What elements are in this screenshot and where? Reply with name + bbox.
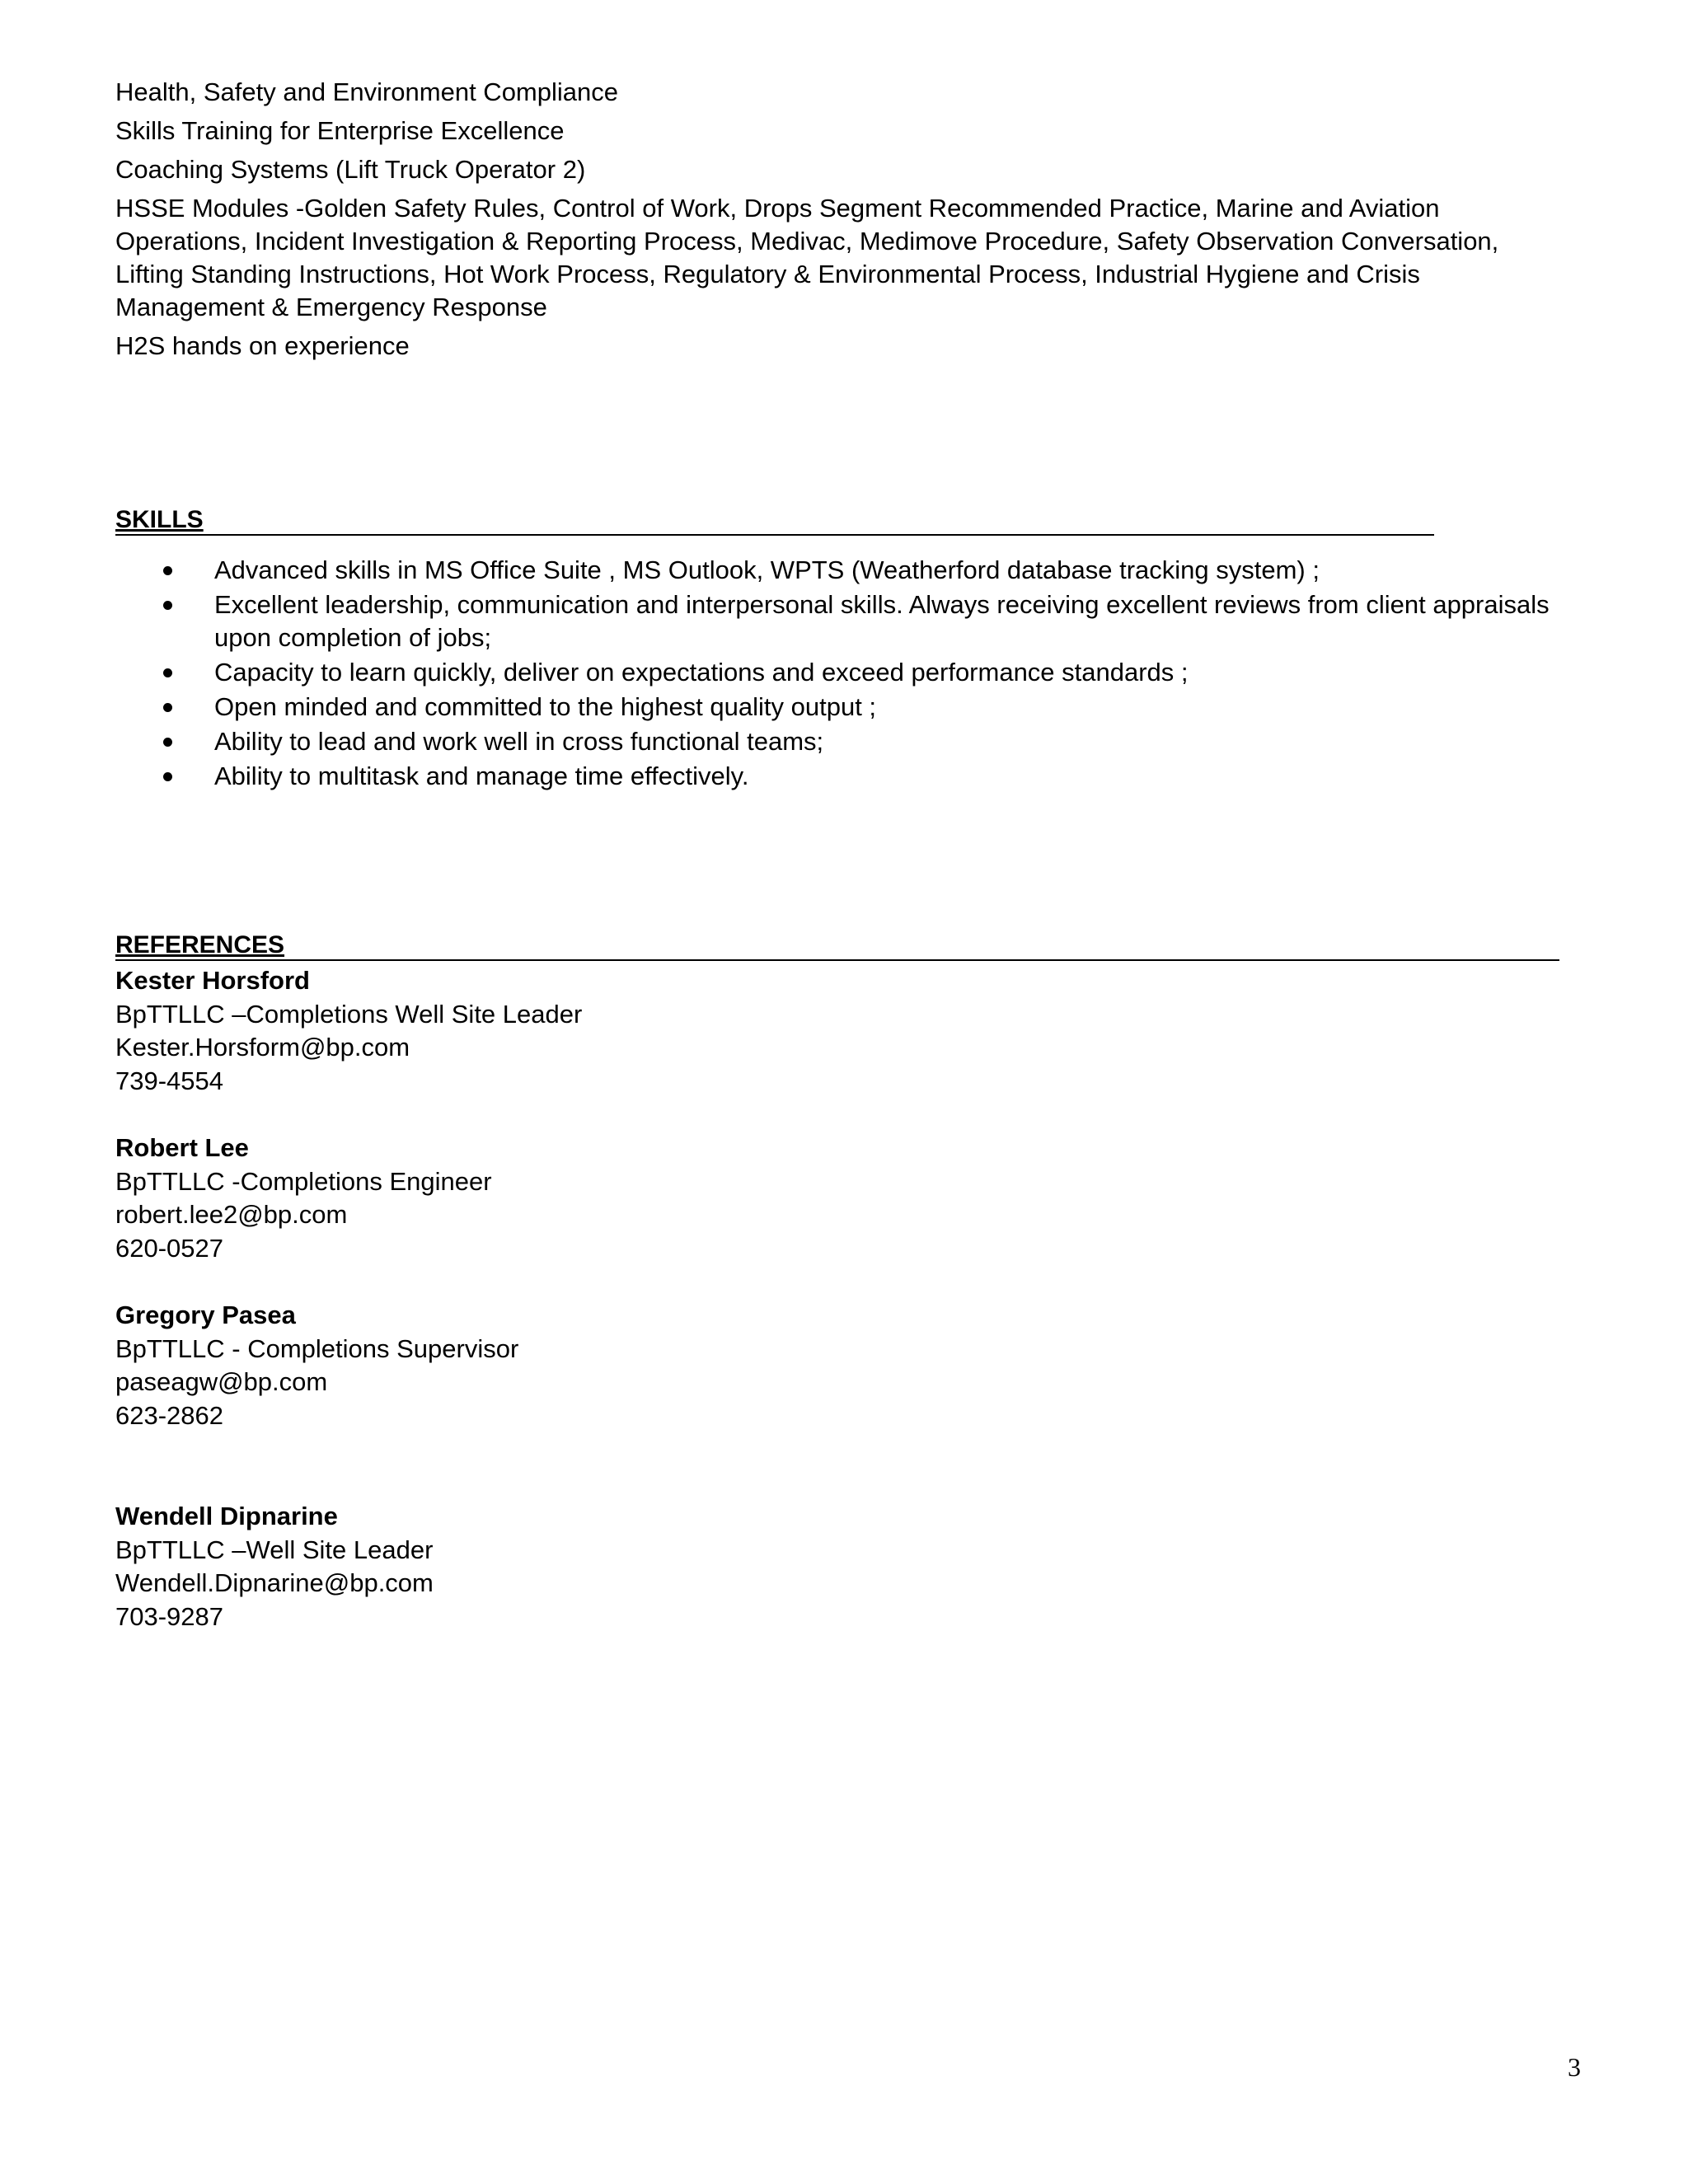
bullet-icon [163, 738, 172, 747]
list-item [115, 588, 1558, 654]
reference-name: Kester Horsford [115, 966, 310, 995]
list-item [115, 554, 1558, 587]
bullet-icon [163, 601, 172, 610]
reference-email[interactable]: paseagw@bp.com [115, 1367, 328, 1396]
bullet-icon [163, 566, 172, 575]
reference-entry [115, 1132, 940, 1265]
references-heading: REFERENCES [115, 931, 1559, 961]
skill-text: Advanced skills in MS Office Suite , MS Outlook, WPTS (Weatherford database tracking system) ; [214, 555, 1320, 584]
list-item [115, 691, 1558, 724]
bullet-icon [163, 772, 172, 781]
skill-text: Excellent leadership, communication and interpersonal skills. Always receiving excellent reviews from client appraisals upon completion of jobs; [214, 590, 1550, 652]
reference-phone: 739-4554 [115, 1066, 224, 1095]
page-number: 3 [1568, 2052, 1581, 2082]
reference-entry [115, 964, 940, 1098]
reference-title: BpTTLLC –Well Site Leader [115, 1535, 434, 1564]
list-item [115, 760, 1558, 793]
references-list [115, 964, 940, 1667]
skill-text: Ability to multitask and manage time effectively. [214, 762, 749, 790]
reference-email[interactable]: Wendell.Dipnarine@bp.com [115, 1568, 434, 1597]
skills-heading: SKILLS [115, 506, 1434, 536]
reference-title: BpTTLLC - Completions Supervisor [115, 1333, 519, 1363]
reference-name: Gregory Pasea [115, 1301, 296, 1329]
list-item [115, 725, 1558, 758]
reference-title: BpTTLLC -Completions Engineer [115, 1166, 492, 1196]
reference-entry [115, 1299, 940, 1432]
bullet-icon [163, 668, 172, 677]
training-item: Coaching Systems (Lift Truck Operator 2) [115, 155, 586, 184]
training-item: Health, Safety and Environment Compliance [115, 77, 618, 106]
training-item: HSSE Modules -Golden Safety Rules, Control of Work, Drops Segment Recommended Practice, Marine and Aviation Operations, Incident Investigation & Reporting Process, Medivac, Medimove Procedure, Safety Observation Conversation, Lifting Standing Instructions, Hot Work Process, Regulatory & Environmental Process, Industrial Hygiene and Crisis Management & Emergency Response [115, 194, 1499, 321]
reference-name: Robert Lee [115, 1133, 249, 1162]
training-item: Skills Training for Enterprise Excellence [115, 116, 565, 145]
reference-entry [115, 1500, 940, 1633]
reference-phone: 620-0527 [115, 1233, 224, 1263]
reference-email[interactable]: robert.lee2@bp.com [115, 1200, 348, 1229]
reference-phone: 703-9287 [115, 1601, 224, 1631]
bullet-icon [163, 703, 172, 712]
reference-phone: 623-2862 [115, 1400, 224, 1430]
reference-email[interactable]: Kester.Horsform@bp.com [115, 1033, 410, 1062]
reference-name: Wendell Dipnarine [115, 1502, 338, 1530]
skill-text: Ability to lead and work well in cross functional teams; [214, 727, 824, 756]
list-item [115, 656, 1558, 689]
skill-text: Open minded and committed to the highest quality output ; [214, 692, 877, 721]
training-list [115, 76, 1558, 368]
reference-title: BpTTLLC –Completions Well Site Leader [115, 999, 583, 1029]
skills-list [115, 554, 1558, 794]
training-item: H2S hands on experience [115, 331, 410, 360]
skill-text: Capacity to learn quickly, deliver on expectations and exceed performance standards ; [214, 658, 1189, 687]
